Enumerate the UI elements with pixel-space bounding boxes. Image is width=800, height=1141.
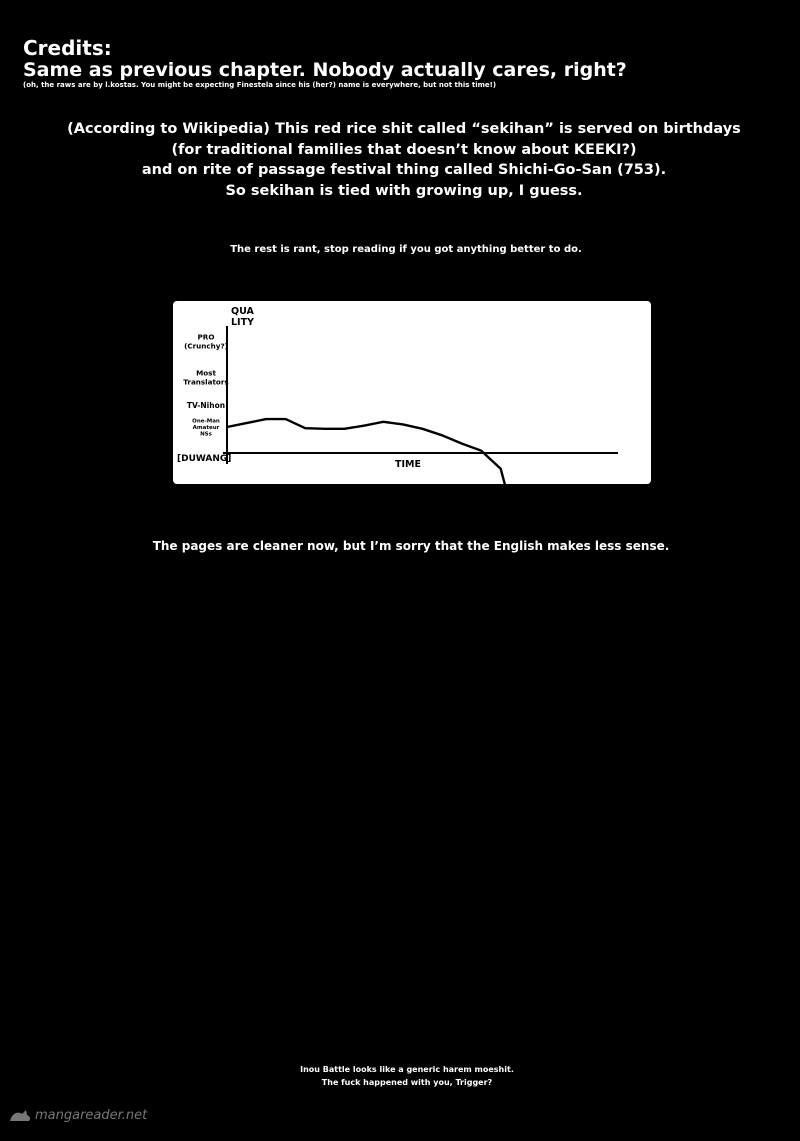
y-level-label: Translators bbox=[183, 377, 229, 387]
y-level-label: Most bbox=[196, 368, 216, 378]
y-level-label: Amateur bbox=[192, 425, 220, 431]
y-axis-title: LITY bbox=[231, 317, 254, 328]
sekihan-paragraph bbox=[0, 119, 800, 201]
watermark bbox=[8, 1107, 147, 1123]
y-level-label: (Crunchy?) bbox=[184, 341, 228, 351]
y-level-label: One-Man bbox=[192, 418, 220, 425]
closing-line: Inou Battle looks like a generic harem moeshit. bbox=[300, 1065, 514, 1074]
paragraph-line: (for traditional families that doesn’t know about KEEKI?) bbox=[171, 141, 637, 158]
cat-logo-icon bbox=[8, 1107, 32, 1123]
credits-note: (oh, the raws are by l.kostas. You might be expecting Finestela since his (her?) name is everywhere, but not this time!) bbox=[23, 81, 497, 89]
x-axis-title: TIME bbox=[395, 459, 421, 470]
quality-series-line bbox=[227, 419, 507, 491]
paragraph-line: (According to Wikipedia) This red rice shit called “sekihan” is served on birthdays bbox=[67, 121, 741, 137]
y-level-label: NSs bbox=[200, 431, 212, 438]
paragraph-line: and on rite of passage festival thing called Shichi-Go-San (753). bbox=[141, 162, 667, 178]
paragraph-line: So sekihan is tied with growing up, I guess. bbox=[225, 182, 583, 199]
credits-heading: Credits: bbox=[23, 36, 112, 60]
y-level-label: TV-Nihon bbox=[186, 401, 226, 410]
closing-line: The fuck happened with you, Trigger? bbox=[321, 1078, 493, 1087]
quality-time-chart bbox=[173, 301, 651, 491]
y-level-label: PRO bbox=[197, 332, 215, 342]
y-level-label: [DUWANG] bbox=[177, 454, 232, 464]
credits-line: Same as previous chapter. Nobody actually cares, right? bbox=[23, 59, 627, 81]
closing-remark bbox=[0, 1063, 800, 1089]
rant-notice: The rest is rant, stop reading if you got anything better to do. bbox=[230, 244, 582, 255]
watermark-text: mangareader.net bbox=[35, 1107, 148, 1123]
y-axis-title: QUA bbox=[231, 306, 254, 317]
apology-line: The pages are cleaner now, but I’m sorry that the English makes less sense. bbox=[152, 539, 670, 553]
